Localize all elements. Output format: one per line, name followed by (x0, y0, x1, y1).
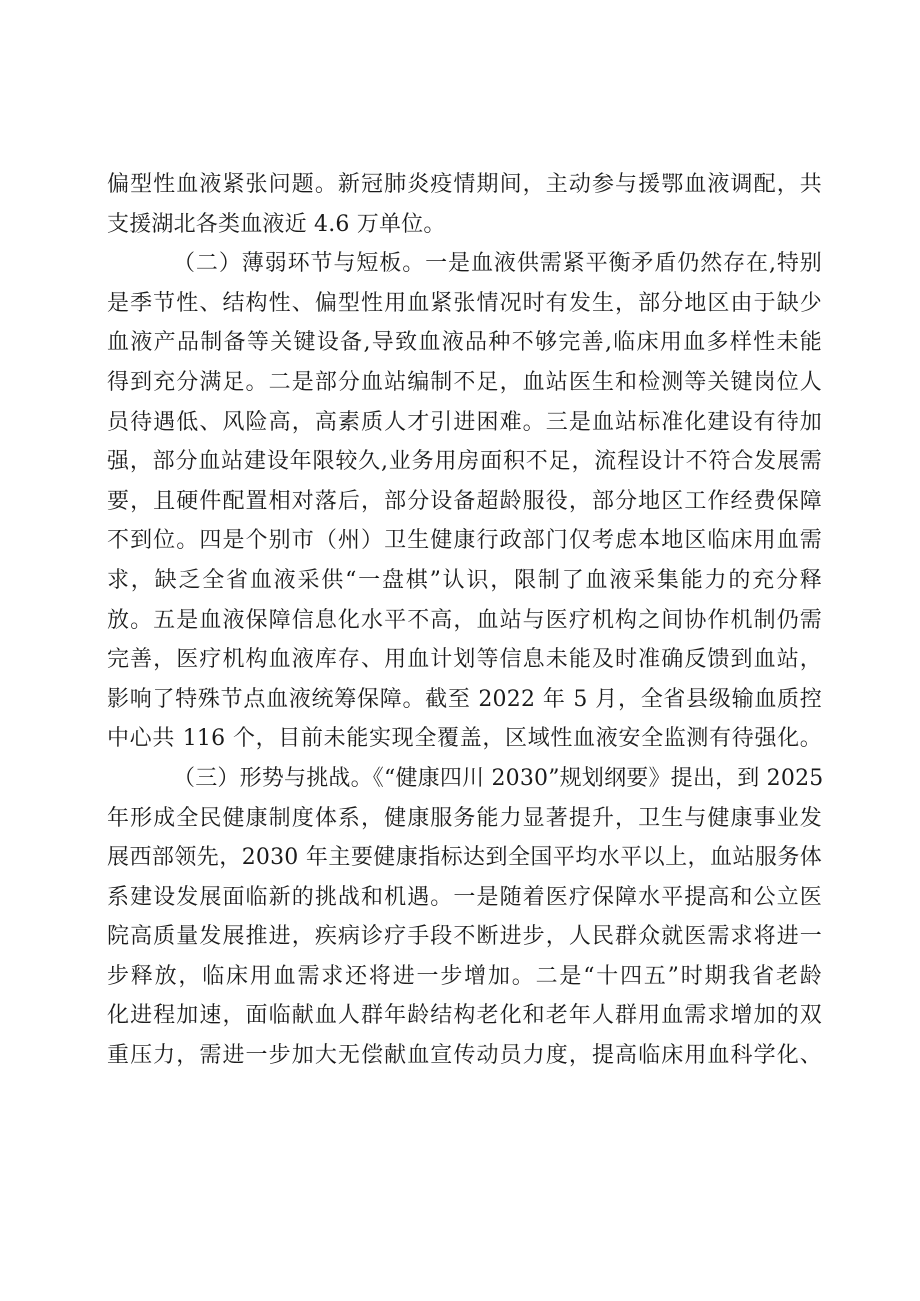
text-line: 求，缺乏全省血液采供“一盘棋”认识，限制了血液采集能力的充分释 (107, 567, 822, 593)
text-line: 步释放，临床用血需求还将进一步增加。二是“十四五”时期我省老龄 (107, 963, 822, 989)
text-line: 重压力，需进一步加大无偿献血宣传动员力度，提高临床用血科学化、 (107, 1043, 822, 1069)
text-line: 年形成全民健康制度体系，健康服务能力显著提升，卫生与健康事业发 (107, 805, 822, 831)
text-line: 是季节性、结构性、偏型性用血紧张情况时有发生，部分地区由于缺少 (107, 290, 822, 316)
text-line: 系建设发展面临新的挑战和机遇。一是随着医疗保障水平提高和公立医 (107, 884, 822, 910)
text-line: 支援湖北各类血液近 4.6 万单位。 (107, 211, 446, 237)
text-line: 得到充分满足。二是部分血站编制不足，血站医生和检测等关键岗位人 (107, 369, 822, 395)
text-line: 化进程加速，面临献血人群年龄结构老化和老年人群用血需求增加的双 (107, 1003, 822, 1029)
text-line: 院高质量发展推进，疾病诊疗手段不断进步，人民群众就医需求将进一 (107, 924, 822, 950)
text-line: 员待遇低、风险高，高素质人才引进困难。三是血站标准化建设有待加 (107, 409, 822, 435)
text-line: 不到位。四是个别市（州）卫生健康行政部门仅考虑本地区临床用血需 (107, 528, 822, 554)
body-text (107, 165, 822, 1076)
text-line: 偏型性血液紧张问题。新冠肺炎疫情期间，主动参与援鄂血液调配，共 (107, 172, 822, 197)
text-line: 放。五是血液保障信息化水平不高，血站与医疗机构之间协作机制仍需 (107, 607, 822, 633)
text-line: 强，部分血站建设年限较久,业务用房面积不足，流程设计不符合发展需 (107, 449, 822, 475)
text-line: 要，且硬件配置相对落后，部分设备超龄服役，部分地区工作经费保障 (107, 488, 822, 514)
section-heading-line: （三）形势与挑战。《“健康四川 2030”规划纲要》提出，到 2025 (173, 765, 824, 791)
section-heading-line: （二）薄弱环节与短板。一是血液供需紧平衡矛盾仍然存在,特别 (173, 251, 822, 277)
text-line: 完善，医疗机构血液库存、用血计划等信息未能及时准确反馈到血站， (107, 647, 822, 673)
text-line: 中心共 116 个，目前未能实现全覆盖，区域性血液安全监测有待强化。 (107, 726, 822, 752)
text-line: 血液产品制备等关键设备,导致血液品种不够完善,临床用血多样性未能 (107, 330, 822, 356)
text-line: 展西部领先，2030 年主要健康指标达到全国平均水平以上，血站服务体 (107, 845, 822, 871)
text-line: 影响了特殊节点血液统筹保障。截至 2022 年 5 月，全省县级输血质控 (107, 686, 822, 712)
